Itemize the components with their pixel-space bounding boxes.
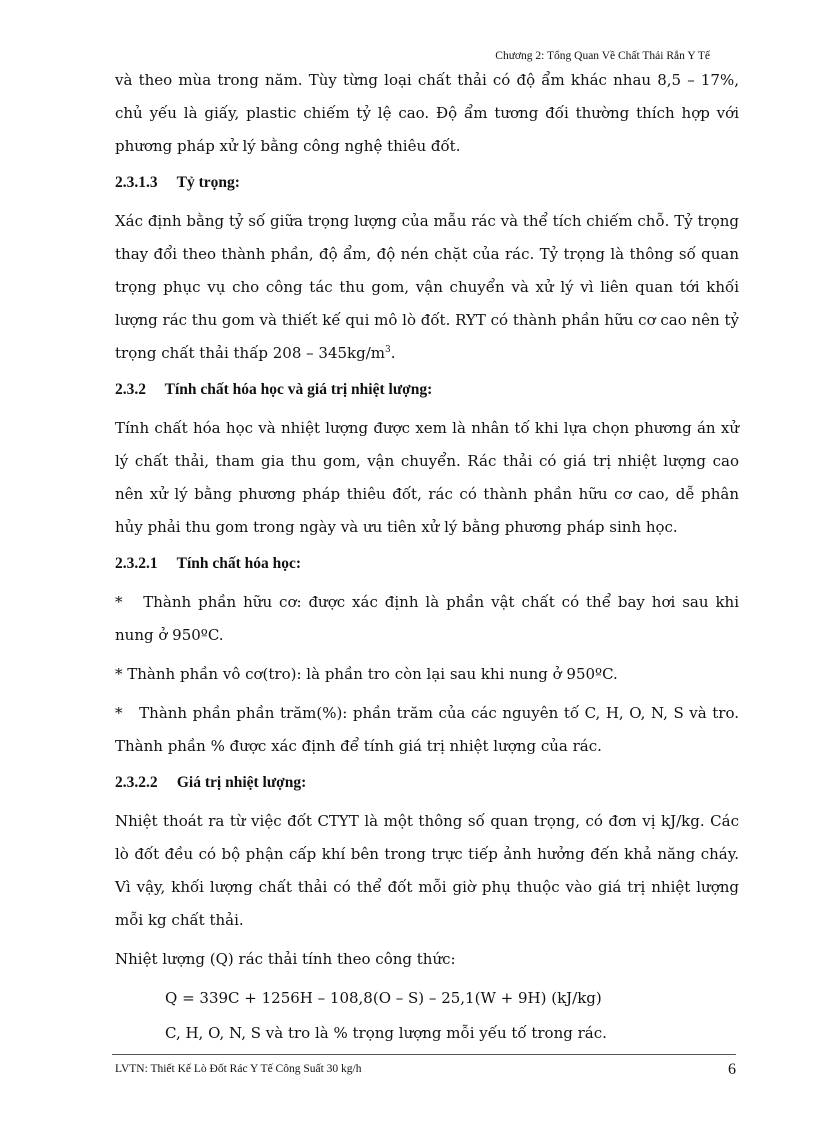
heading-2-3-2 (115, 378, 739, 402)
heading-2-3-2-2 (115, 771, 739, 795)
paragraph-heat-value: Nhiệt thoát ra từ việc đốt CTYT là một thông số quan trọng, có đơn vị kJ/kg. Các lò đốt đều có bộ phận cấp khí bên trong trực tiếp ảnh hưởng đến khả năng cháy. Vì vậy, khối lượng chất thải có thể đốt mỗi giờ phụ thuộc vào giá trị nhiệt lượng mỗi kg chất thải. (115, 812, 739, 929)
bullet-percent: * Thành phần phần trăm(%): phần trăm của các nguyên tố C, H, O, N, S và tro. Thành phần % được xác định để tính giá trị nhiệt lượng của rác. (115, 704, 744, 755)
density-end: . (390, 344, 396, 362)
formula-heat: Q = 339C + 1256H – 108,8(O – S) – 25,1(W + 9H) (kJ/kg) (165, 989, 602, 1007)
density-text: Xác định bằng tỷ số giữa trọng lượng của mẫu rác và thể tích chiếm chỗ. Tỷ trọng thay đổi theo thành phần, độ ẩm, độ nén chặt của rác. Tỷ trọng là thông số quan trọng phục vụ cho công tác thu gom, vận chuyển và xử lý vì liên quan tới khối lượng rác thu gom và thiết kế qui mô lò đốt. RYT có thành phần hữu cơ cao nên tỷ trọng chất thải thấp 208 – 345kg/m (115, 212, 739, 362)
heading-number: 2.3.1.3 (115, 174, 158, 191)
heading-title: Tính chất hóa học và giá trị nhiệt lượng: (164, 381, 433, 398)
footer-divider (112, 1054, 736, 1055)
heading-number: 2.3.2 (115, 381, 146, 398)
bullet-organic: * Thành phần hữu cơ: được xác định là phần vật chất có thể bay hơi sau khi nung ở 950ºC. (115, 593, 744, 644)
heading-title: Giá trị nhiệt lượng: (176, 774, 307, 791)
page-body (115, 64, 744, 1052)
bullet-inorganic: * Thành phần vô cơ(tro): là phần tro còn lại sau khi nung ở 950ºC. (115, 665, 618, 683)
superscript-3: 3 (385, 345, 391, 355)
running-header: Chương 2: Tổng Quan Về Chất Thải Rắn Y Tế (495, 50, 710, 62)
heading-title: Tỷ trọng: (176, 174, 240, 191)
page-number: 6 (728, 1061, 736, 1078)
heading-2-3-1-3 (115, 171, 739, 195)
paragraph-moisture: và theo mùa trong năm. Tùy từng loại chất thải có độ ẩm khác nhau 8,5 – 17%, chủ yếu là giấy, plastic chiếm tỷ lệ cao. Độ ẩm tương đối thường thích hợp với phương pháp xử lý bằng công nghệ thiêu đốt. (115, 71, 739, 155)
heading-title: Tính chất hóa học: (176, 555, 302, 572)
paragraph-chemical-heat: Tính chất hóa học và nhiệt lượng được xem là nhân tố khi lựa chọn phương án xử lý chất thải, tham gia thu gom, vận chuyển. Rác thải có giá trị nhiệt lượng cao nên xử lý bằng phương pháp thiêu đốt, rác có thành phần hữu cơ cao, dễ phân hủy phải thu gom trong ngày và ưu tiên xử lý bằng phương pháp sinh học. (115, 419, 739, 536)
heading-2-3-2-1 (115, 552, 739, 576)
formula-note: C, H, O, N, S và tro là % trọng lượng mỗi yếu tố trong rác. (165, 1024, 607, 1042)
paragraph-formula-intro: Nhiệt lượng (Q) rác thải tính theo công thức: (115, 950, 456, 968)
heading-number: 2.3.2.2 (115, 774, 158, 791)
footer-thesis-title: LVTN: Thiết Kế Lò Đốt Rác Y Tế Công Suất 30 kg/h (115, 1063, 362, 1075)
heading-number: 2.3.2.1 (115, 555, 158, 572)
paragraph-density (115, 205, 739, 370)
